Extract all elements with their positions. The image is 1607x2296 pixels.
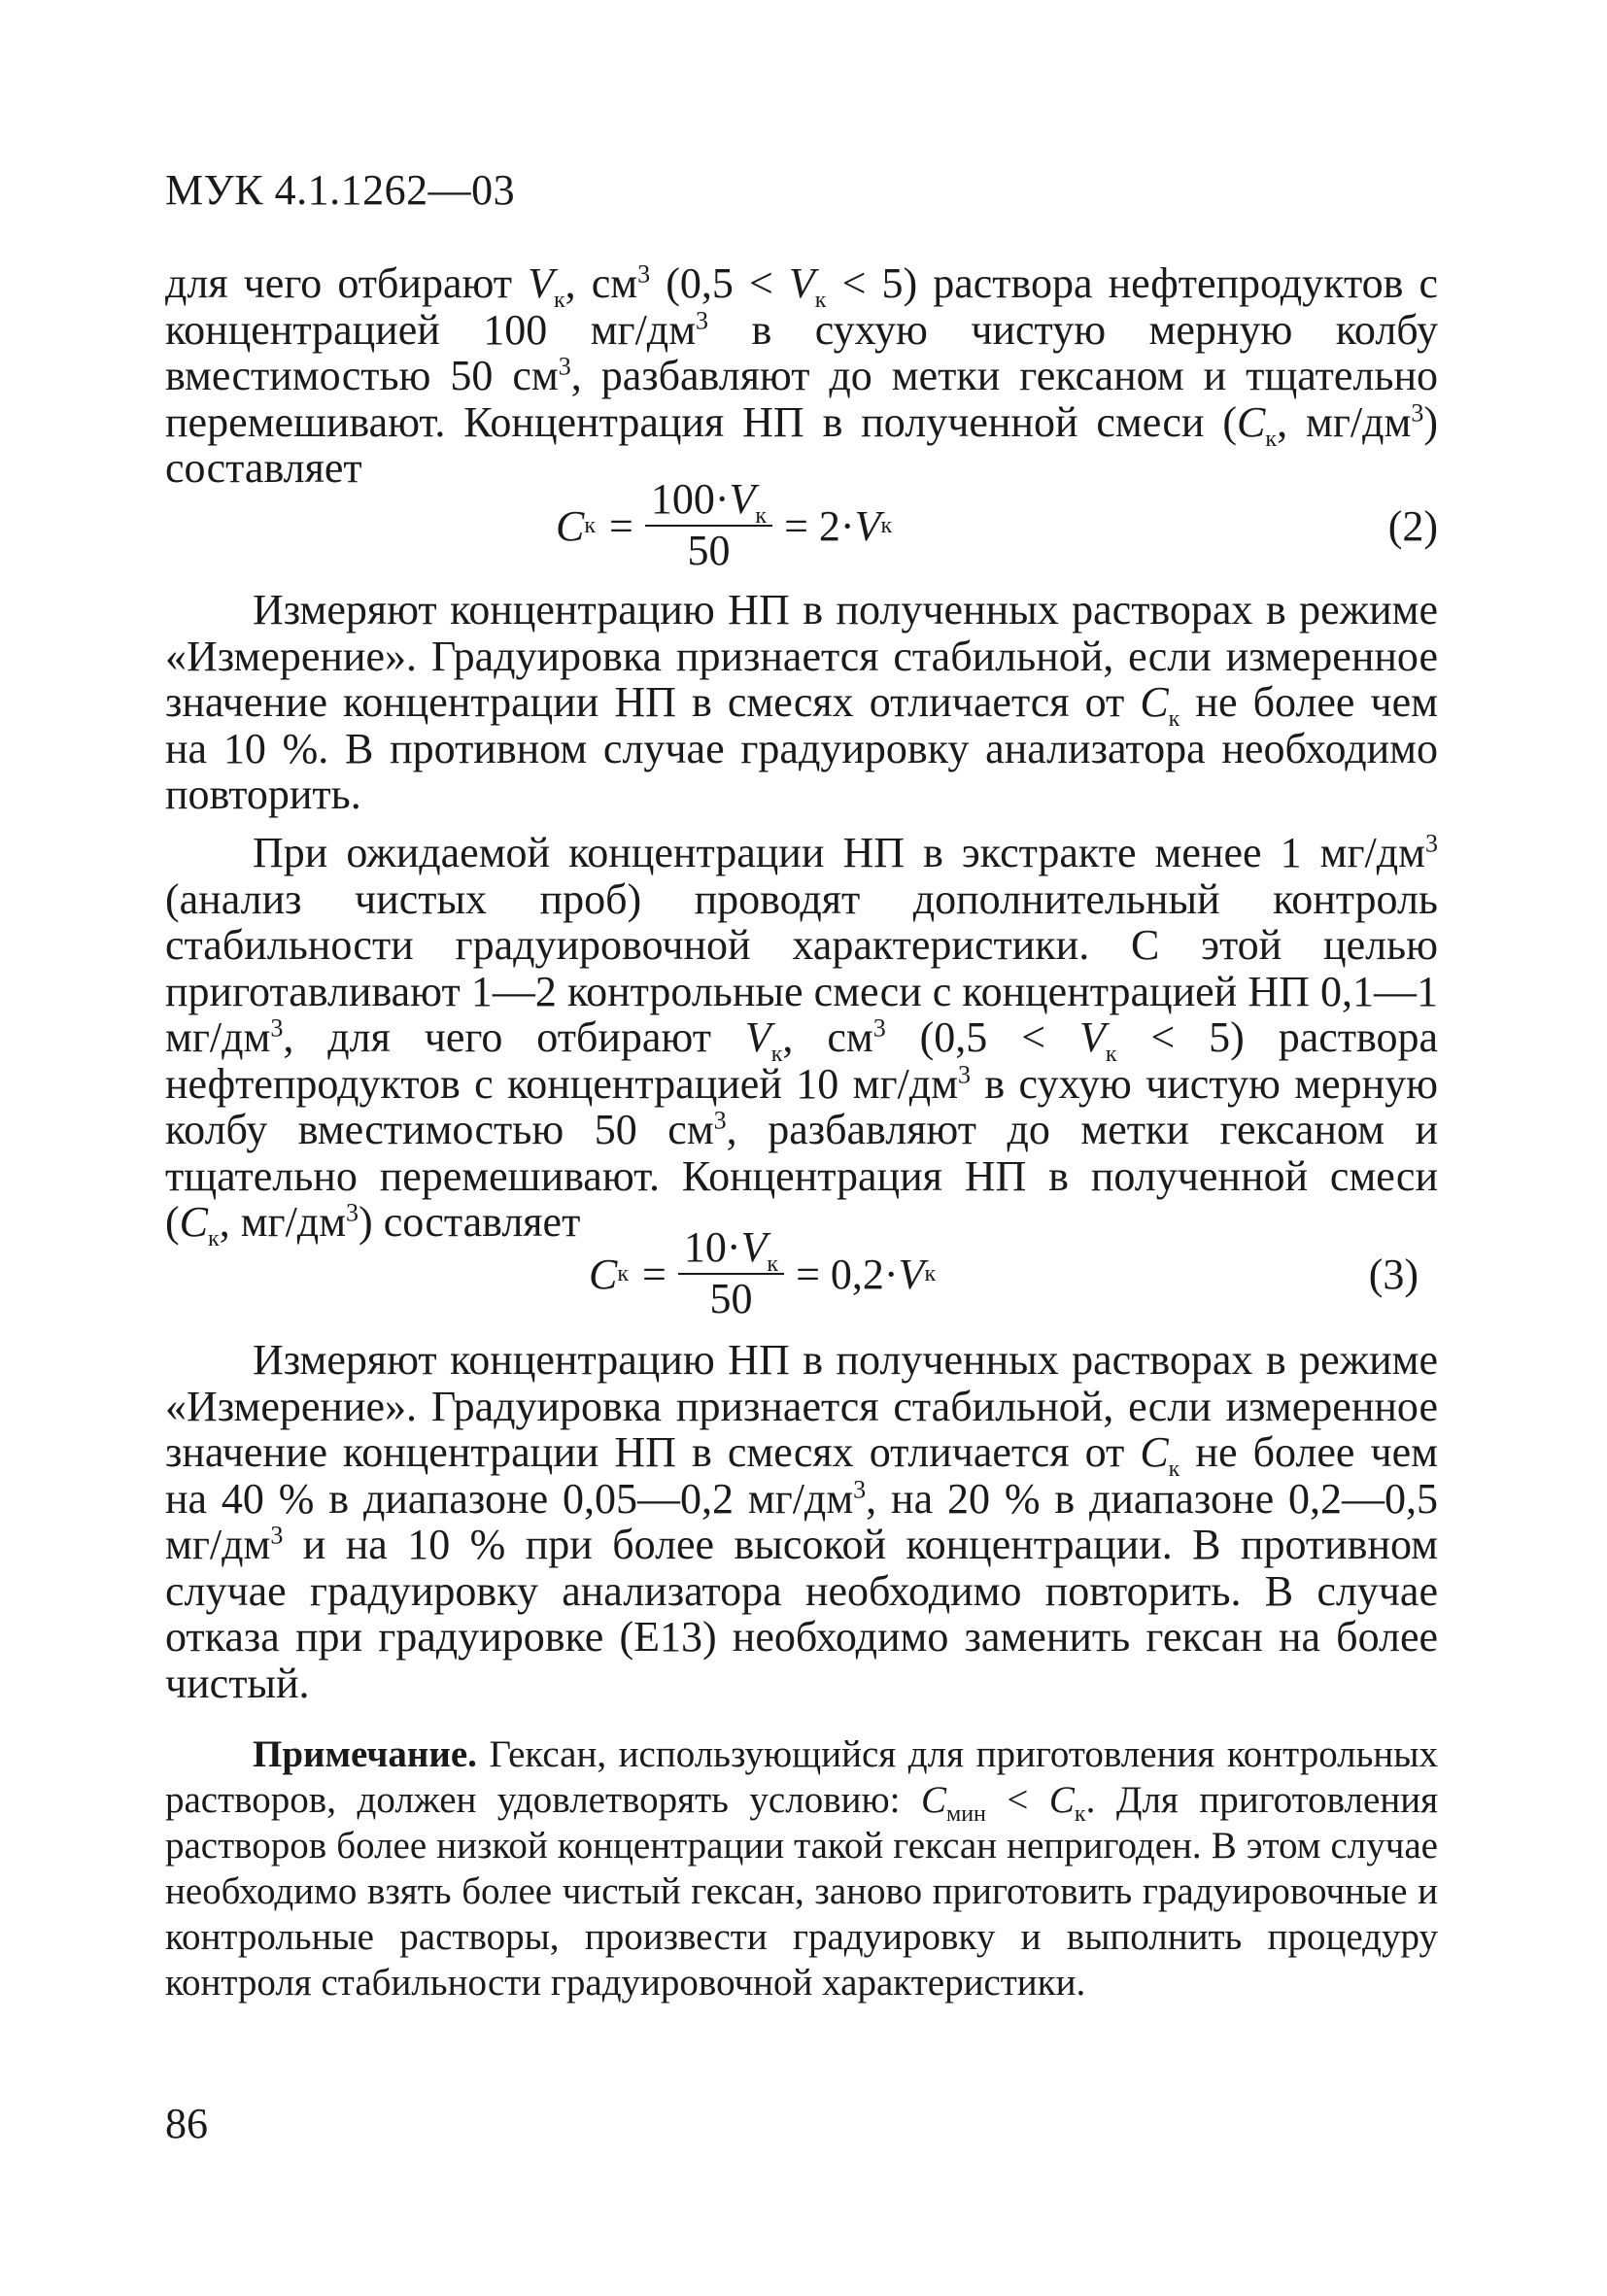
paragraph-3 bbox=[165, 829, 1439, 1251]
page-number: 86 bbox=[165, 2100, 208, 2147]
paragraph-3-text: При ожидаемой концентрации НП в экстракте менее 1 $мг/дм^3$ (анализ чистых проб) проводят дополнительный контроль стабильности градуировочной характеристики. С этой целью приготавливают 1—2 контрольные смеси с концентрацией НП 0,1—1 $мг/дм^3$, для чего отбирают $V_к$, $см^3$ $(0,5 < V_к < 5)$ раствора нефтепродуктов с концентрацией 10 $мг/дм^3$ в сухую чистую мерную колбу вместимостью 50 $см^3$, разбавляют до метки гексаном и тщательно перемешивают. Концентрация НП в полученной смеси ($С_к$, $мг/дм^3$) составляет bbox=[165, 829, 1439, 1251]
paragraph-1 bbox=[165, 260, 1438, 492]
paragraph-1-text: для чего отбирают $V_к$, $см^3$ $(0,5 < V_к < 5)$ раствора нефтепродуктов с концентрацией 100 $мг/дм^3$ в сухую чистую мерную колбу вместимостью 50 $см^3$, разбавляют до метки гексаном и тщательно перемешивают. Концентрация НП в полученной смеси ($С_к$, $мг/дм^3$) составляет bbox=[165, 259, 1439, 492]
formula-2-fraction: $\frac{100\cdot V_к}{50}$ bbox=[645, 476, 772, 575]
formula-2 bbox=[165, 472, 1438, 579]
paragraph-2-text: Измеряют концентрацию НП в полученных растворах в режиме «Измерение». Градуировка признается стабильной, если измеренное значение концентрации НП в смесях отличается от $С_к$ не более чем на 10 %. В противном случае градуировку анализатора необходимо повторить. bbox=[165, 586, 1438, 818]
paragraph-4-text: Измеряют концентрацию НП в полученных растворах в режиме «Измерение». Градуировка признается стабильной, если измеренное значение концентрации НП в смесях отличается от $С_к$ не более чем на 40 % в диапазоне 0,05—0,2 $мг/дм^3$, на 20 % в диапазоне 0,2—0,5 $мг/дм^3$ и на 10 % при более высокой концентрации. В противном случае градуировку анализатора необходимо повторить. В случае отказа при градуировке (Е13) необходимо заменить гексан на более чистый. bbox=[165, 1336, 1438, 1707]
formula-3-fraction: $\frac{10\cdot V_к}{50}$ bbox=[678, 1224, 784, 1323]
formula-3-number: (3) bbox=[1368, 1251, 1419, 1298]
note-block bbox=[165, 1731, 1438, 2005]
paragraph-2 bbox=[165, 587, 1438, 818]
formula-3 bbox=[165, 1220, 1438, 1327]
note-label: Примечание. bbox=[253, 1733, 477, 1775]
note-text: Примечание. Гексан, использующийся для приготовления контрольных растворов, должен удовлетворять условию: $С_{мин} < С_к$. Для приготовления растворов более низкой концентрации такой гексан непригоден. В этом случае необходимо взять более чистый гексан, заново приготовить градуировочные и контрольные растворы, произвести градуировку и выполнить процедуру контроля стабильности градуировочной характеристики. bbox=[165, 1733, 1439, 2004]
document-code-header: МУК 4.1.1262—03 bbox=[165, 166, 516, 214]
formula-2-expression: С к = $\frac{100\cdot V_к}{50}$ = 2· V к bbox=[556, 475, 893, 574]
formula-2-number: (2) bbox=[1387, 502, 1438, 550]
formula-3-expression: С к = $\frac{10\cdot V_к}{50}$ = 0,2· V к bbox=[589, 1223, 937, 1322]
paragraph-4 bbox=[165, 1337, 1438, 1706]
